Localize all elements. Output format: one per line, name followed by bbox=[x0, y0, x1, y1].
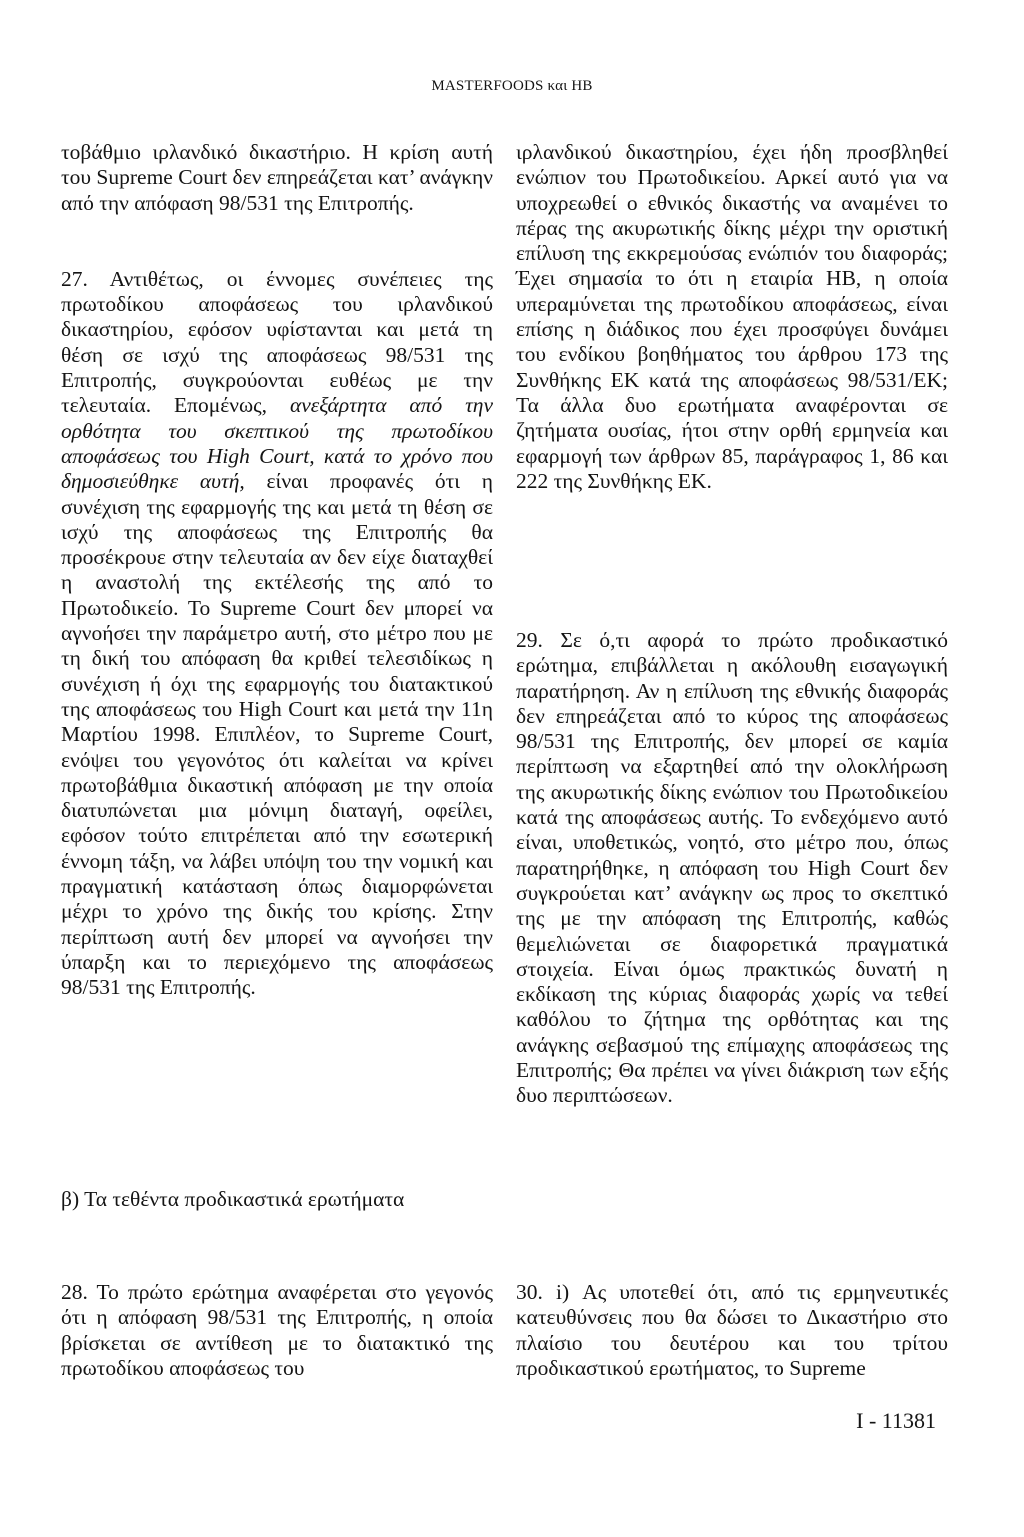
right-column-bottom bbox=[516, 1280, 948, 1381]
left-column-top bbox=[61, 140, 493, 1001]
paragraph-27-start: 27. Αντιθέτως, οι έννομες συνέπειες της πρωτοδίκου αποφάσεως του ιρλανδικού δικαστηρίου, εφόσον υφίστανται και μετά τη θέση σε ισχύ της αποφάσεως 98/531 της Επιτροπής, συγκρούονται ευθέως με την τελευταία. Επομένως, bbox=[61, 266, 493, 418]
right-column-top bbox=[516, 140, 948, 494]
paragraph-30: 30. i) Ας υποτεθεί ότι, από τις ερμηνευτικές κατευθύνσεις που θα δώσει το Δικαστήριο στο πλαίσιο του δευτέρου και του τρίτου προδικαστικού ερωτήματος, το Supreme bbox=[516, 1280, 948, 1380]
right-column-middle bbox=[516, 628, 948, 1109]
paragraph-28-end: ιρλανδικού δικαστηρίου, έχει ήδη προσβληθεί ενώπιον του Πρωτοδικείου. Αρκεί αυτό για να υποχρεωθεί ο εθνικός δικαστής να αναμένει το πέρας της ακυρωτικής δίκης μέχρι την οριστική επίλυση της εκκρεμούσας ενώπιόν του διαφοράς; Έχει σημασία το ότι η εταιρία HB, η οποία υπεραμύνεται της πρωτοδίκου αποφάσεως, είναι επίσης η διάδικος που έχει προσφύγει δυνάμει του ενδίκου βοηθήματος του άρθρου 173 της Συνθήκης ΕΚ κατά της αποφάσεως 98/531/ΕΚ; Τα άλλα δυο ερωτήματα αναφέρονται σε ζητήματα ουσίας, ήτοι στην ορθή ερμηνεία και εφαρμογή των άρθρων 85, παράγραφος 1, 86 και 222 της Συνθήκης ΕΚ. bbox=[516, 140, 948, 493]
paragraph-27-rest: είναι προφανές ότι η συνέχιση της εφαρμογής της και μετά τη θέση σε ισχύ της αποφάσεως της Επιτροπής θα προσέκρουε στην τελευταία αν δεν είχε διαταχθεί η αναστολή της εκτέλεσής της από το Πρωτοδικείο. Το Supreme Court δεν μπορεί να αγνοήσει την παράμετρο αυτή, στο μέτρο που με τη δική του απόφαση θα κριθεί τελεσιδίκως η συνέχιση ή όχι της εφαρμογής του διατακτικού της αποφάσεως του High Court και μετά την 11η Μαρτίου 1998. Επιπλέον, το Supreme Court, ενόψει του γεγονότος ότι καλείται να κρίνει πρωτοβάθμια δικαστική απόφαση με την οποία διατυπώνεται μια μόνιμη διαταγή, οφείλει, εφόσον τούτο επιτρέπεται από την εσωτερική έννομη τάξη, να λάβει υπόψη του την νομική και πραγματική κατάσταση όπως διαμορφώνεται μέχρι το χρόνο της δικής του κρίσης. Στην περίπτωση αυτή δεν μπορεί να αγνοήσει την ύπαρξη και το περιεχόμενο της αποφάσεως 98/531 της Επιτροπής. bbox=[61, 469, 493, 1000]
paragraph-29: 29. Σε ό,τι αφορά το πρώτο προδικαστικό ερώτημα, επιβάλλεται η ακόλουθη εισαγωγική παρατήρηση. Αν η επίλυση της εθνικής διαφοράς δεν επηρεάζεται από το κύρος της αποφάσεως 98/531 της Επιτροπής, δεν μπορεί σε καμία περίπτωση να εξαρτηθεί από την ολοκλήρωση της ακυρωτικής δίκης ενώπιον του Πρωτοδικείου κατά της αποφάσεως αυτής. Το ενδεχόμενο αυτό είναι, υποθετικώς, νοητό, στο μέτρο που, όπως παρατηρήθηκε, η απόφαση του High Court δεν συγκρούεται κατ’ ανάγκην ως προς το σκεπτικό της με την απόφαση της Επιτροπής, καθώς θεμελιώνεται σε διαφορετικά πραγματικά στοιχεία. Είναι όμως πρακτικώς δυνατή η εκδίκαση της κύριας διαφοράς χωρίς να τεθεί καθόλου το ζήτημα της ορθότητας και της ανάγκης σεβασμού της επίμαχης αποφάσεως της Επιτροπής; Θα πρέπει να γίνει διάκριση των εξής δυο περιπτώσεων. bbox=[516, 628, 948, 1108]
left-column-bottom bbox=[61, 1280, 493, 1381]
section-heading: β) Τα τεθέντα προδικαστικά ερωτήματα bbox=[61, 1187, 405, 1211]
running-header: MASTERFOODS και HB bbox=[431, 78, 593, 94]
paragraph-27-italic: ανεξάρτητα από την ορθότητα του σκεπτικού της πρωτοδίκου αποφάσεως του High Court, κατά το χρόνο που δημοσιεύθηκε αυτή, bbox=[61, 393, 494, 494]
paragraph-26-end: τοβάθμιο ιρλανδικό δικαστήριο. Η κρίση αυτή του Supreme Court δεν επηρεάζεται κατ’ ανάγκην από την απόφαση 98/531 της Επιτροπής. bbox=[61, 140, 493, 215]
page-number: I - 11381 bbox=[856, 1408, 936, 1433]
paragraph-27 bbox=[61, 267, 493, 1001]
paragraph-28: 28. Το πρώτο ερώτημα αναφέρεται στο γεγονός ότι η απόφαση 98/531 της Επιτροπής, η οποία βρίσκεται σε αντίθεση με το διατακτικό της πρωτοδίκου αποφάσεως του bbox=[61, 1280, 493, 1380]
